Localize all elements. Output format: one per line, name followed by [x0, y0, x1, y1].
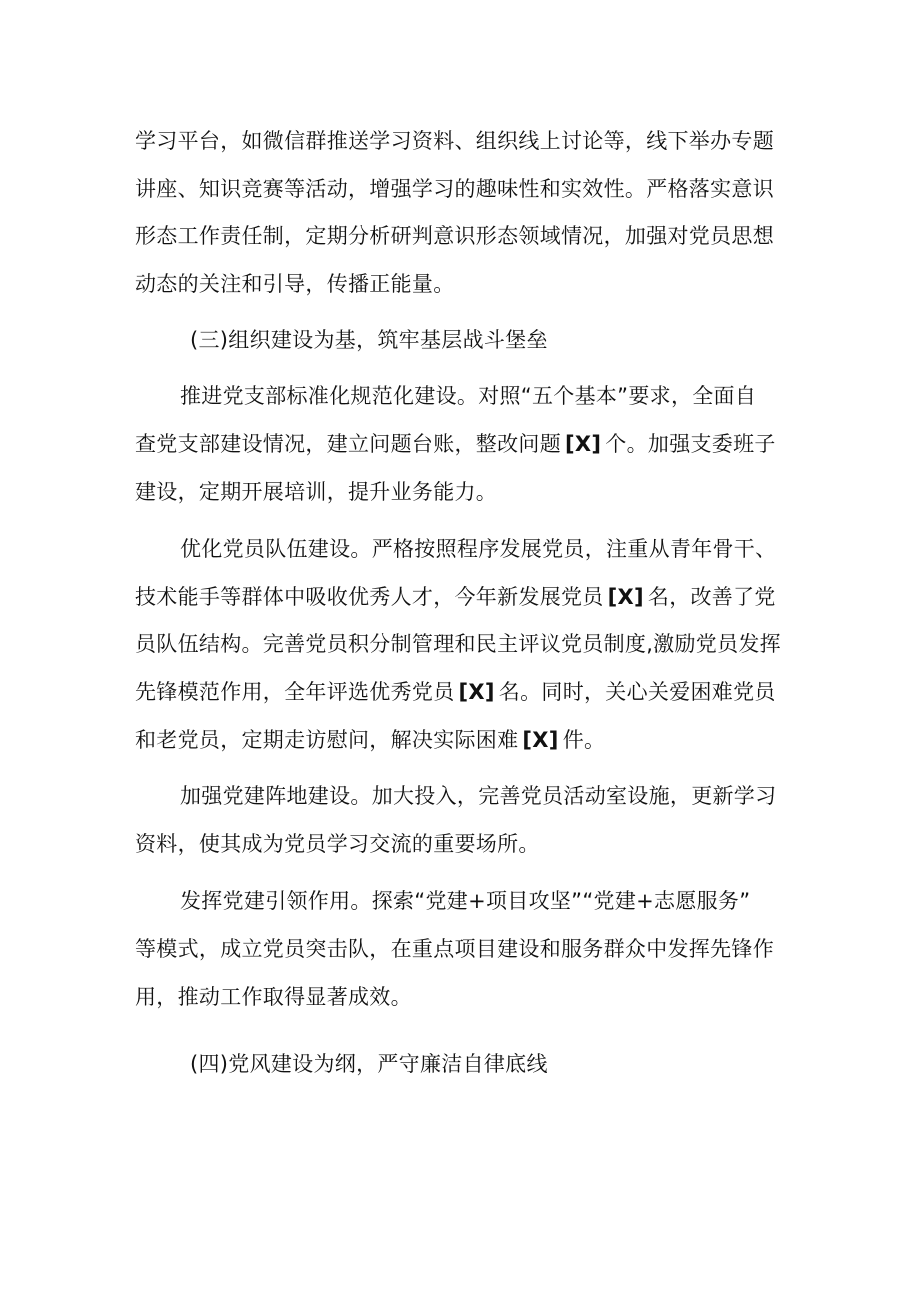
text-segment: 和老党员，定期走访慰问，解决实际困难 — [135, 728, 519, 752]
paragraph-line — [135, 678, 776, 706]
placeholder-count: [X] — [458, 680, 495, 704]
paragraph-line — [135, 583, 776, 611]
paragraph-line — [135, 726, 605, 754]
text-segment: 先锋模范作用，全年评选优秀党员 — [135, 680, 455, 704]
text-segment: 名，改善了党 — [647, 585, 776, 609]
placeholder-count: [X] — [522, 728, 559, 752]
text-segment: 个。加强支委班子 — [605, 432, 776, 456]
paragraph-line: 推进党支部标准化规范化建设。对照“五个基本”要求，全面自 — [180, 384, 757, 408]
paragraph-line: 动态的关注和引导，传播正能量。 — [135, 272, 455, 296]
paragraph-line: 资料，使其成为党员学习交流的重要场所。 — [135, 832, 540, 856]
paragraph-line: 形态工作责任制，定期分析研判意识形态领域情况，加强对党员思想 — [135, 224, 774, 248]
paragraph-line: 学习平台，如微信群推送学习资料、组织线上讨论等，线下举办专题 — [135, 129, 774, 153]
section-heading-3: (三)组织建设为基，筑牢基层战斗堡垒 — [190, 328, 548, 352]
placeholder-count: [X] — [607, 585, 644, 609]
paragraph-line: 优化党员队伍建设。严格按照程序发展党员，注重从青年骨干、 — [180, 537, 777, 561]
paragraph-line: 建设，定期开展培训，提升业务能力。 — [135, 480, 498, 504]
paragraph-line: 加强党建阵地建设。加大投入，完善党员活动室设施，更新学习 — [180, 784, 777, 808]
section-heading-4: (四)党风建设为纲，严守廉洁自律底线 — [190, 1052, 548, 1076]
paragraph-line: 发挥党建引领作用。探索“党建+项目攻坚”“党建+志愿服务” — [180, 889, 751, 913]
placeholder-count: [X] — [565, 432, 602, 456]
text-segment: 技术能手等群体中吸收优秀人才，今年新发展党员 — [135, 585, 604, 609]
paragraph-line: 等模式，成立党员突击队，在重点项目建设和服务群众中发挥先锋作 — [135, 937, 774, 961]
paragraph-line: 员队伍结构。完善党员积分制管理和民主评议党员制度,激励党员发挥 — [135, 632, 781, 656]
paragraph-line — [135, 430, 776, 458]
text-segment: 名。同时，关心关爱困难党员 — [498, 680, 776, 704]
text-segment: 件。 — [562, 728, 606, 752]
text-segment: 查党支部建设情况，建立问题台账，整改问题 — [135, 432, 561, 456]
paragraph-line: 用，推动工作取得显著成效。 — [135, 985, 412, 1009]
paragraph-line: 讲座、知识竞赛等活动，增强学习的趣味性和实效性。严格落实意识 — [135, 177, 774, 201]
